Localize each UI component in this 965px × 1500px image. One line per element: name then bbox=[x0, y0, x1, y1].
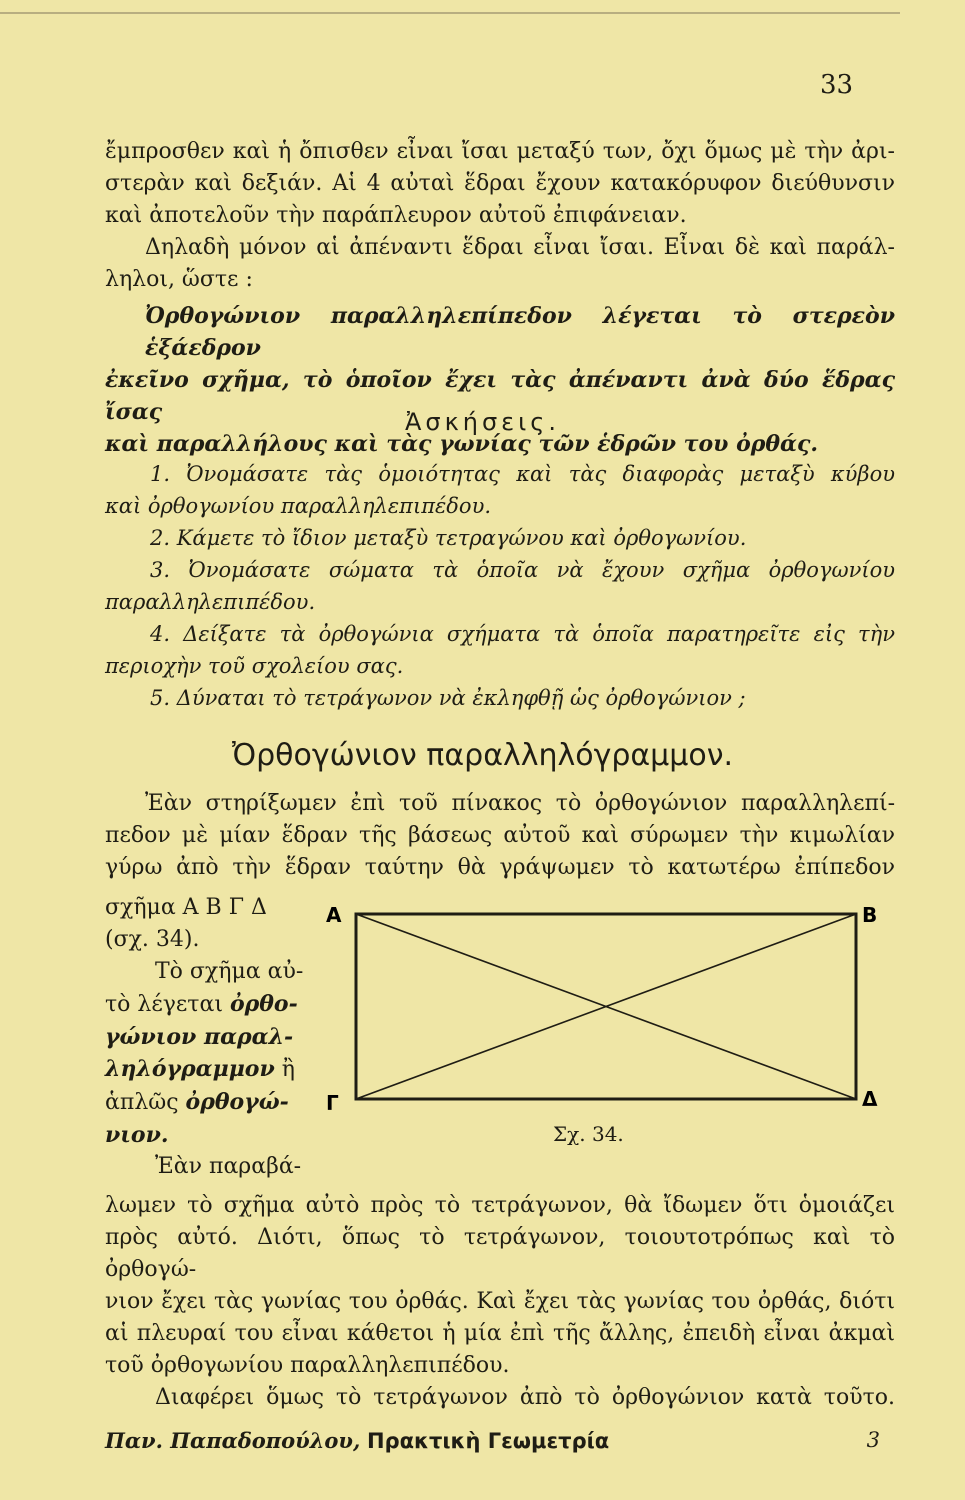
rectangle-intro-paragraph bbox=[105, 788, 895, 884]
text-line: Ἐὰν παραβά- bbox=[155, 1154, 302, 1179]
text-fragment: τὸ λέγεται bbox=[105, 992, 223, 1017]
text-line: ἔμπροσθεν καὶ ἡ ὄπισθεν εἶναι ἴσαι μεταξύ των, ὄχι ὅμως μὲ τὴν ἀρι- bbox=[105, 139, 895, 164]
vertex-label-d: Δ bbox=[862, 1087, 878, 1110]
exercise-line: 4. Δείξατε τὰ ὀρθογώνια σχήματα τὰ ὁποῖα παρατηρεῖτε εἰς τὴν bbox=[150, 622, 895, 646]
definition-line: καὶ παραλλήλους καὶ τὰς γωνίας τῶν ἑδρῶν του ὀρθάς. bbox=[105, 431, 819, 457]
definition-line: ἐκεῖνο σχῆμα, τὸ ὁποῖον ἔχει τὰς ἀπέναντι ἀνὰ δύο ἕδρας ἴσας bbox=[105, 367, 895, 425]
text-line bbox=[105, 1086, 315, 1119]
definition-line: Ὀρθογώνιον παραλληλεπίπεδον λέγεται τὸ στερεὸν ἑξάεδρον bbox=[145, 303, 895, 361]
page-footer bbox=[105, 1428, 880, 1453]
text-line: ληλοι, ὥστε : bbox=[105, 267, 253, 292]
term-line: γώνιον παραλ- bbox=[105, 1024, 294, 1050]
text-line: στερὰν καὶ δεξιάν. Αἱ 4 αὐταὶ ἕδραι ἔχουν κατακόρυφον διεύθυνσιν bbox=[105, 171, 895, 196]
text-line: Τὸ σχῆμα αὐ- bbox=[155, 959, 304, 984]
text-line: αἱ πλευραί του εἶναι κάθετοι ἡ μία ἐπὶ τῆς ἄλλης, ἐπειδὴ εἶναι ἀκμαὶ bbox=[105, 1321, 895, 1346]
text-line: πεδον μὲ μίαν ἕδραν τῆς βάσεως αὐτοῦ καὶ σύρωμεν τὴν κιμωλίαν bbox=[105, 823, 895, 848]
intro-paragraph bbox=[105, 136, 895, 296]
text-line: καὶ ἀποτελοῦν τὴν παράπλευρον αὐτοῦ ἐπιφάνειαν. bbox=[105, 203, 687, 228]
text-fragment: ἢ bbox=[281, 1057, 295, 1082]
text-line: σχῆμα Α Β Γ Δ bbox=[105, 895, 267, 920]
comparison-paragraph bbox=[105, 1190, 895, 1414]
text-line: τοῦ ὀρθογωνίου παραλληλεπιπέδου. bbox=[105, 1353, 510, 1378]
exercise-line: 3. Ὀνομάσατε σώματα τὰ ὁποῖα νὰ ἔχουν σχῆμα ὀρθογωνίου bbox=[150, 558, 895, 582]
text-fragment: ἁπλῶς bbox=[105, 1090, 179, 1115]
exercise-line: παραλληλεπιπέδου. bbox=[105, 590, 316, 614]
term-fragment: ὀρθο- bbox=[229, 991, 298, 1017]
text-line: λωμεν τὸ σχῆμα αὐτὸ πρὸς τὸ τετράγωνον, θὰ ἴδωμεν ὅτι ὁμοιάζει bbox=[105, 1193, 895, 1218]
text-line: Διαφέρει ὅμως τὸ τετράγωνον ἀπὸ τὸ ὀρθογώνιον κατὰ τοῦτο. bbox=[155, 1385, 895, 1410]
definition-block bbox=[105, 300, 895, 460]
text-line: νιον ἔχει τὰς γωνίας του ὀρθάς. Καὶ ἔχει τὰς γωνίας του ὀρθάς, διότι bbox=[105, 1289, 895, 1314]
text-line bbox=[105, 1053, 315, 1086]
text-line: Ἐὰν στηρίξωμεν ἐπὶ τοῦ πίνακος τὸ ὀρθογώνιον παραλληλεπί- bbox=[145, 791, 895, 816]
exercise-line: 1. Ὀνομάσατε τὰς ὁμοιότητας καὶ τὰς διαφορὰς μεταξὺ κύβου bbox=[150, 462, 895, 486]
exercise-line: 2. Κάμετε τὸ ἴδιον μεταξὺ τετραγώνου καὶ ὀρθογωνίου. bbox=[150, 526, 747, 550]
footer-signature: 3 bbox=[866, 1428, 880, 1452]
section-title: Ὀρθογώνιον παραλληλόγραμμον. bbox=[232, 738, 733, 773]
figure-side-text bbox=[105, 892, 315, 1183]
text-line bbox=[105, 988, 315, 1021]
vertex-label-a: Α bbox=[326, 903, 342, 927]
term-fragment: ληλόγραμμον bbox=[105, 1056, 275, 1082]
exercise-line: περιοχὴν τοῦ σχολείου σας. bbox=[105, 654, 404, 678]
footer-author: Παν. Παπαδοπούλου, bbox=[105, 1428, 361, 1453]
page-number: 33 bbox=[820, 70, 854, 100]
vertex-label-b: Β bbox=[862, 903, 878, 927]
text-line: Δηλαδὴ μόνον αἱ ἀπέναντι ἕδραι εἶναι ἴσαι. Εἶναι δὲ καὶ παράλ- bbox=[145, 235, 895, 260]
rectangle-figure bbox=[320, 900, 890, 1110]
exercise-line: 5. Δύναται τὸ τετράγωνον νὰ ἐκληφθῇ ὡς ὀρθογώνιον ; bbox=[150, 686, 746, 710]
text-line: γύρω ἀπὸ τὴν ἕδραν ταύτην θὰ γράψωμεν τὸ κατωτέρω ἐπίπεδον bbox=[105, 855, 895, 880]
text-line: πρὸς αὐτό. Διότι, ὅπως τὸ τετράγωνον, τοιουτοτρόπως καὶ τὸ ὀρθογώ- bbox=[105, 1225, 895, 1282]
text-line: (σχ. 34). bbox=[105, 927, 200, 952]
exercise-line: καὶ ὀρθογωνίου παραλληλεπιπέδου. bbox=[105, 494, 492, 518]
term-fragment: ὀρθογώ- bbox=[185, 1089, 289, 1115]
footer-book-title: Πρακτικὴ Γεωμετρία bbox=[367, 1429, 610, 1453]
term-line: νιον. bbox=[105, 1122, 169, 1148]
figure-caption: Σχ. 34. bbox=[553, 1122, 624, 1146]
page-top-rule bbox=[0, 12, 900, 14]
vertex-label-g: Γ bbox=[326, 1091, 339, 1110]
exercises-heading: Ἀσκήσεις. bbox=[404, 408, 560, 436]
exercises-list bbox=[105, 458, 895, 714]
